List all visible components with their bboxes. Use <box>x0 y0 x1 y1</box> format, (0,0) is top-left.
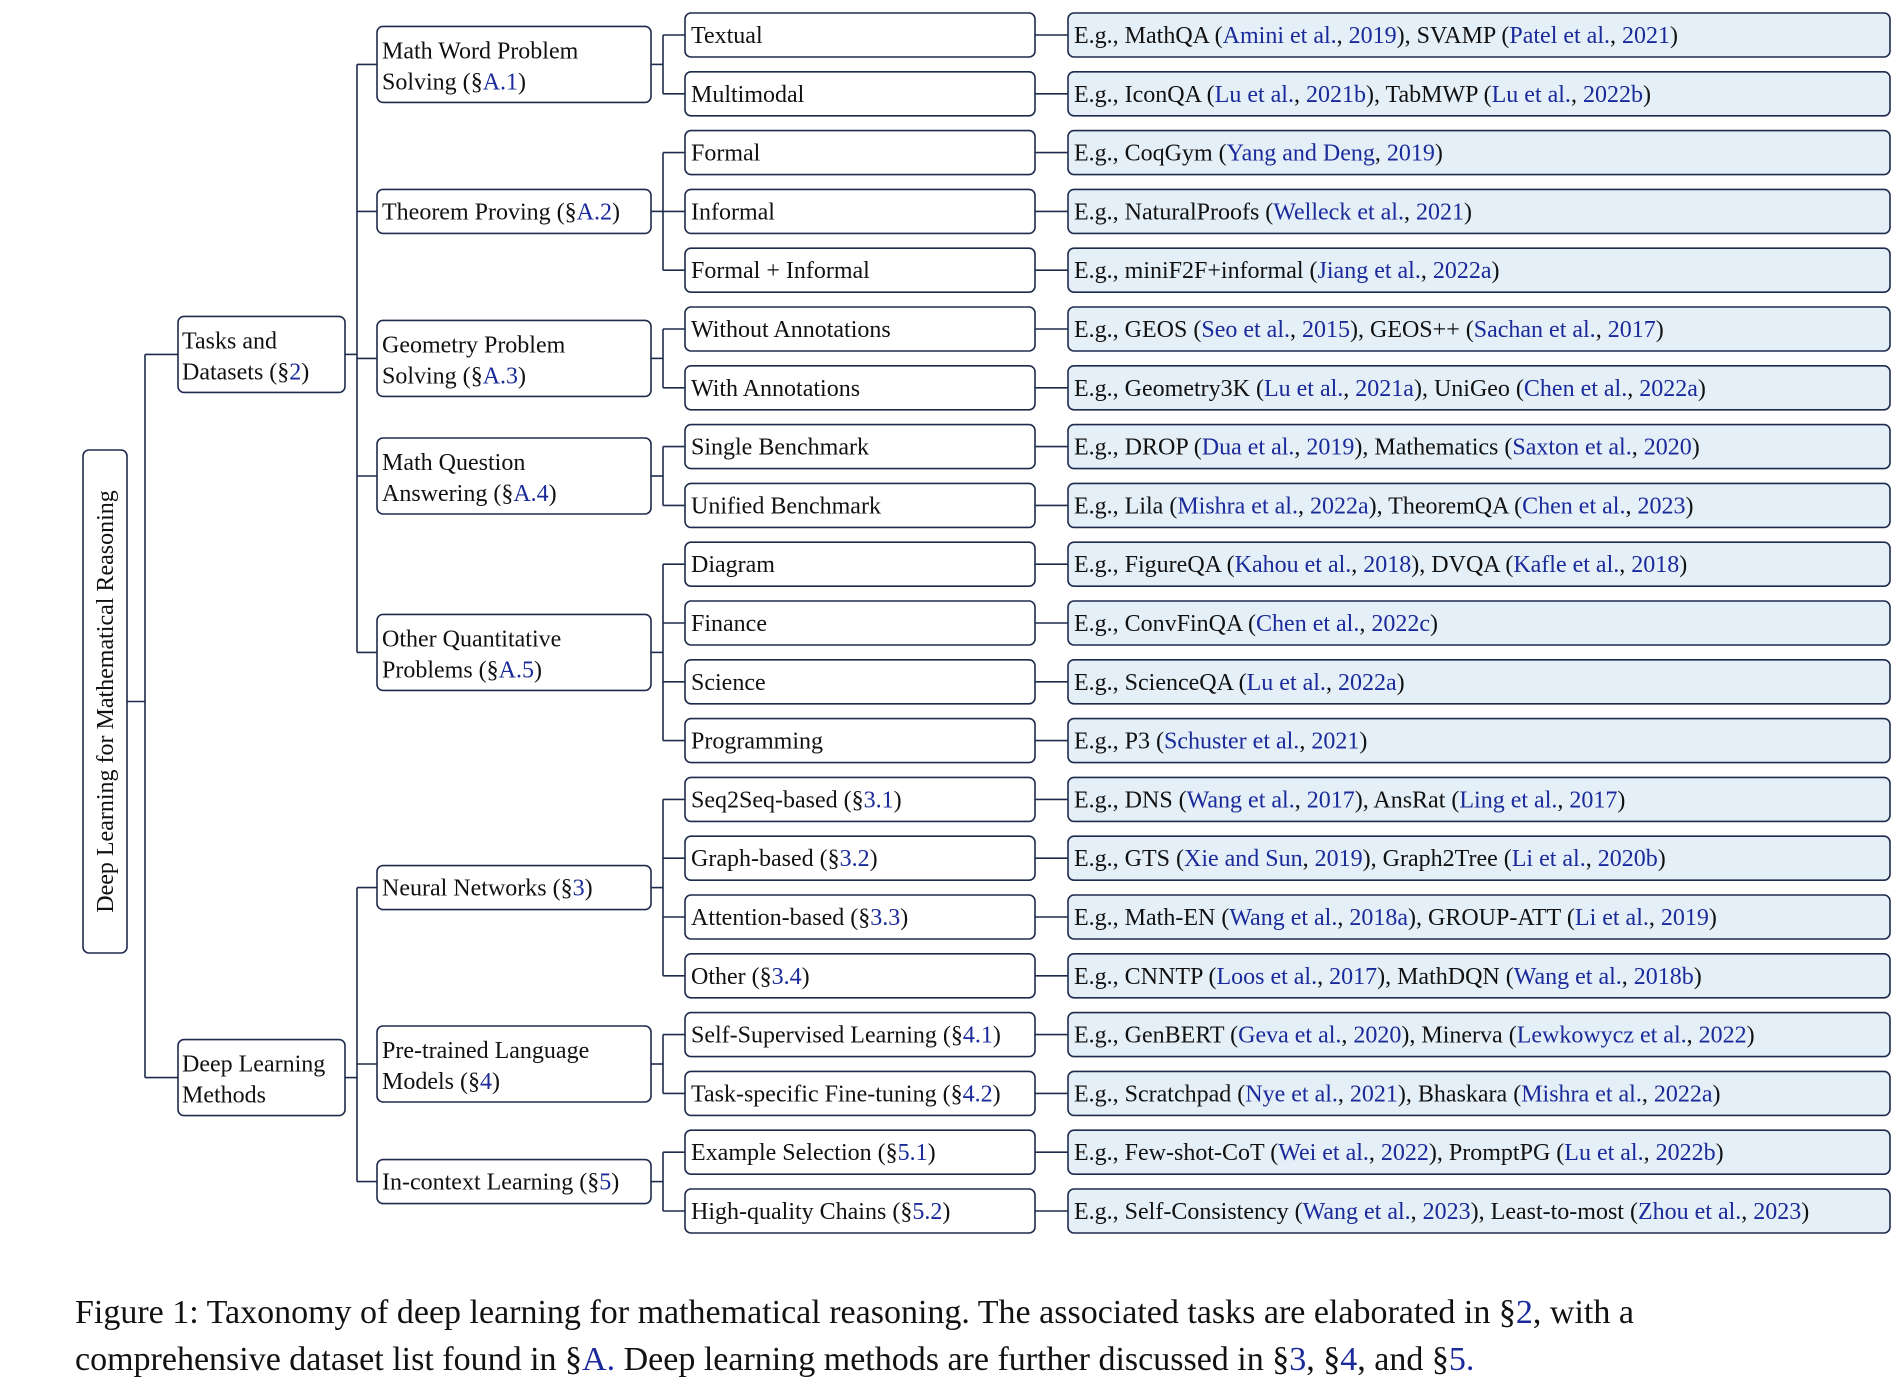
subtopic-node-label: Answering (§A.4) <box>382 481 557 507</box>
subtopic-node-label: Neural Networks (§3) <box>382 875 593 902</box>
tree-nodes <box>83 13 1890 1233</box>
category-node-label: Without Annotations <box>691 317 891 343</box>
caption-line: comprehensive dataset list found in §A. Deep learning methods are further discussed in §3, §4, and §5. <box>75 1341 1475 1378</box>
category-node-label: Science <box>691 669 766 696</box>
example-text: E.g., GTS (Xie and Sun, 2019), Graph2Tree (Li et al., 2020b) <box>1074 846 1666 873</box>
category-node-label: Programming <box>691 728 823 755</box>
example-text: E.g., FigureQA (Kahou et al., 2018), DVQA (Kafle et al., 2018) <box>1074 552 1688 579</box>
example-text: E.g., GEOS (Seo et al., 2015), GEOS++ (Sachan et al., 2017) <box>1074 317 1664 343</box>
example-text: E.g., CNNTP (Loos et al., 2017), MathDQN (Wang et al., 2018b) <box>1074 963 1702 990</box>
subtopic-node-label: Solving (§A.1) <box>382 69 527 96</box>
category-node-label: Graph-based (§3.2) <box>691 846 878 873</box>
example-text: E.g., Self-Consistency (Wang et al., 2023), Least-to-most (Zhou et al., 2023) <box>1074 1199 1810 1225</box>
example-text: E.g., Lila (Mishra et al., 2022a), TheoremQA (Chen et al., 2023) <box>1074 493 1694 520</box>
category-node-label: Self-Supervised Learning (§4.1) <box>691 1022 1001 1049</box>
category-node-label: Seq2Seq-based (§3.1) <box>691 787 902 814</box>
category-node-label: Formal <box>691 140 761 167</box>
subtopic-node-label: In-context Learning (§5) <box>382 1169 620 1196</box>
root-node-label: Deep Learning for Mathematical Reasoning <box>93 490 119 913</box>
subtopic-node-label: Other Quantitative <box>382 626 562 653</box>
example-text: E.g., IconQA (Lu et al., 2021b), TabMWP (Lu et al., 2022b) <box>1074 81 1651 108</box>
example-text: E.g., miniF2F+informal (Jiang et al., 2022a) <box>1074 258 1500 285</box>
example-text: E.g., Scratchpad (Nye et al., 2021), Bhaskara (Mishra et al., 2022a) <box>1074 1081 1721 1108</box>
example-text: E.g., Few-shot-CoT (Wei et al., 2022), PromptPG (Lu et al., 2022b) <box>1074 1140 1724 1167</box>
category-node-label: Diagram <box>691 552 775 579</box>
example-text: E.g., DNS (Wang et al., 2017), AnsRat (Ling et al., 2017) <box>1074 787 1626 814</box>
category-node-label: Multimodal <box>691 81 805 108</box>
group-node-label: Datasets (§2) <box>182 359 310 386</box>
category-node-label: Formal + Informal <box>691 258 870 285</box>
category-node-label: Task-specific Fine-tuning (§4.2) <box>691 1081 1001 1108</box>
subtopic-node-label: Solving (§A.3) <box>382 363 527 390</box>
figure-caption <box>75 1294 1634 1378</box>
category-node-label: Single Benchmark <box>691 434 869 461</box>
example-text: E.g., NaturalProofs (Welleck et al., 2021) <box>1074 199 1472 226</box>
example-text: E.g., ScienceQA (Lu et al., 2022a) <box>1074 669 1405 696</box>
example-text: E.g., CoqGym (Yang and Deng, 2019) <box>1074 140 1443 167</box>
example-text: E.g., P3 (Schuster et al., 2021) <box>1074 728 1368 755</box>
example-text: E.g., GenBERT (Geva et al., 2020), Minerva (Lewkowycz et al., 2022) <box>1074 1022 1755 1049</box>
subtopic-node-label: Math Question <box>382 450 526 476</box>
category-node-label: With Annotations <box>691 375 861 402</box>
example-text: E.g., ConvFinQA (Chen et al., 2022c) <box>1074 611 1438 637</box>
example-text: E.g., Math-EN (Wang et al., 2018a), GROUP-ATT (Li et al., 2019) <box>1074 905 1717 931</box>
category-node-label: Example Selection (§5.1) <box>691 1140 936 1167</box>
example-text: E.g., DROP (Dua et al., 2019), Mathematics (Saxton et al., 2020) <box>1074 434 1700 461</box>
category-node-label: High-quality Chains (§5.2) <box>691 1199 951 1225</box>
subtopic-node-label: Pre-trained Language <box>382 1038 590 1064</box>
example-text: E.g., MathQA (Amini et al., 2019), SVAMP (Patel et al., 2021) <box>1074 23 1679 49</box>
category-node-label: Unified Benchmark <box>691 493 881 520</box>
category-node-label: Attention-based (§3.3) <box>691 905 909 931</box>
subtopic-node-label: Problems (§A.5) <box>382 657 543 684</box>
category-node-label: Finance <box>691 611 767 637</box>
subtopic-node-label: Theorem Proving (§A.2) <box>382 199 620 226</box>
category-node-label: Textual <box>691 23 763 49</box>
subtopic-node-label: Math Word Problem <box>382 38 579 65</box>
category-node-label: Other (§3.4) <box>691 963 810 990</box>
subtopic-node-label: Geometry Problem <box>382 332 566 359</box>
group-node-label: Deep Learning <box>182 1051 326 1078</box>
category-node-label: Informal <box>691 199 775 226</box>
group-node-label: Methods <box>182 1082 266 1109</box>
group-node-label: Tasks and <box>182 328 277 355</box>
caption-line: Figure 1: Taxonomy of deep learning for mathematical reasoning. The associated tasks are elaborated in §2, with a <box>75 1294 1634 1331</box>
example-text: E.g., Geometry3K (Lu et al., 2021a), UniGeo (Chen et al., 2022a) <box>1074 375 1706 402</box>
subtopic-node-label: Models (§4) <box>382 1069 500 1095</box>
